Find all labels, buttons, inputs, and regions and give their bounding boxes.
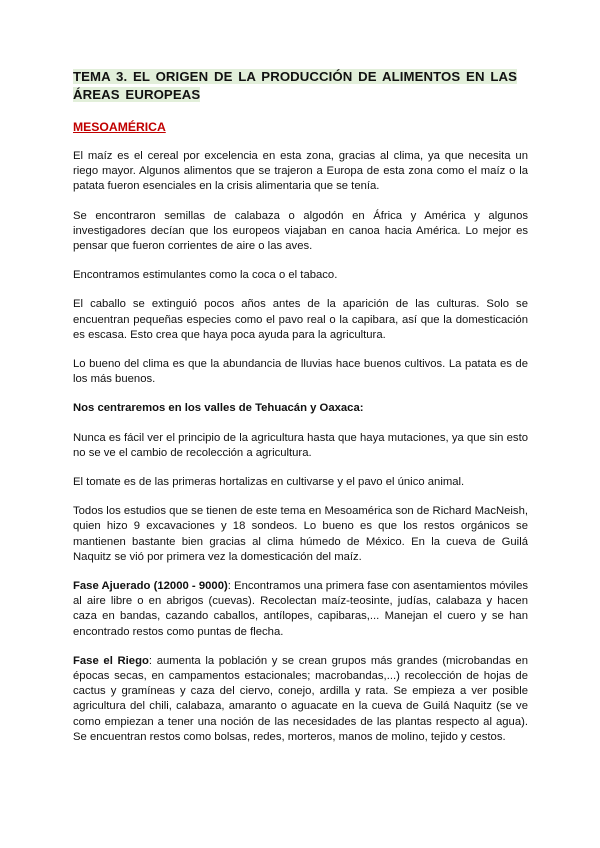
text-fase-riego: : aumenta la población y se crean grupos más grandes (microbandas en épocas secas, en campamentos estacionales; macrobandas,...) recolección de hojas de cactus y gramíneas y caza del ciervo, conejo, ardilla y rata. Se empieza a ver posible agricultura del chili, calabaza, amaranto o aguacate en la cueva de Guilá Naquitz (se ve como empiezan a tener una noción de las necesidades de las plantas respecto al agua). Se encuentran restos como bolsas, redes, morteros, manos de molino, tejido y cestos. [73, 654, 528, 743]
paragraph-clima: Lo bueno del clima es que la abundancia de lluvias hace buenos cultivos. La patata es de los más buenos. [73, 358, 528, 386]
paragraph-caballo: El caballo se extinguió pocos años antes de la aparición de las culturas. Solo se encuentran pequeñas especies como el pavo real o la capibara, así que la domesticación es escasa. Esto crea que haya poca ayuda para la agricultura. [73, 298, 528, 341]
text-fase-ajuerado: : Encontramos una primera fase con asentamientos móviles al aire libre o en abrigos (cuevas). Recolectan maíz-teosinte, judías, calabaza y hacen caza en bandas, cazando caballos, antílopes, capibaras,... Manejan el cuero y se han encontrado restos como puntas de flecha. [73, 580, 528, 638]
paragraph-estimulantes: Encontramos estimulantes como la coca o el tabaco. [73, 269, 338, 282]
title-block [73, 68, 528, 104]
paragraph-fase-riego [73, 654, 528, 745]
page-title: TEMA 3. EL ORIGEN DE LA PRODUCCIÓN DE ALIMENTOS EN LAS ÁREAS EUROPEAS [73, 69, 518, 102]
subheading-valles: Nos centraremos en los valles de Tehuacán y Oaxaca: [73, 402, 364, 415]
term-fase-ajuerado: Fase Ajuerado (12000 - 9000) [73, 580, 228, 593]
term-fase-riego: Fase el Riego [73, 654, 149, 667]
section-heading: MESOAMÉRICA [73, 120, 166, 134]
paragraph-macneish: Todos los estudios que se tienen de este tema en Mesoamérica son de Richard MacNeish, quien hizo 9 excavaciones y 18 sondeos. Lo bueno es que los restos orgánicos se mantienen bastante bien gracias al clima húmedo de México. En la cueva de Guilá Naquitz se vió por primera vez la domesticación del maíz. [73, 505, 528, 563]
document-page [73, 68, 528, 759]
paragraph-fase-ajuerado [73, 579, 528, 640]
paragraph-maiz: El maíz es el cereal por excelencia en esta zona, gracias al clima, ya que necesita un riego mayor. Algunos alimentos que se trajeron a Europa de esta zona como el maíz o la patata fueron esenciales en la crisis alimentaria que se tenía. [73, 150, 528, 193]
paragraph-mutaciones: Nunca es fácil ver el principio de la agricultura hasta que haya mutaciones, ya que sin esto no se ve el cambio de recolección a agricultura. [73, 431, 528, 459]
paragraph-tomate: El tomate es de las primeras hortalizas en cultivarse y el pavo el único animal. [73, 476, 465, 489]
paragraph-semillas: Se encontraron semillas de calabaza o algodón en África y América y algunos investigadores decían que los europeos viajaban en canoa hacia América. Lo mejor es pensar que fueron corrientes de aire o las aves. [73, 209, 528, 253]
